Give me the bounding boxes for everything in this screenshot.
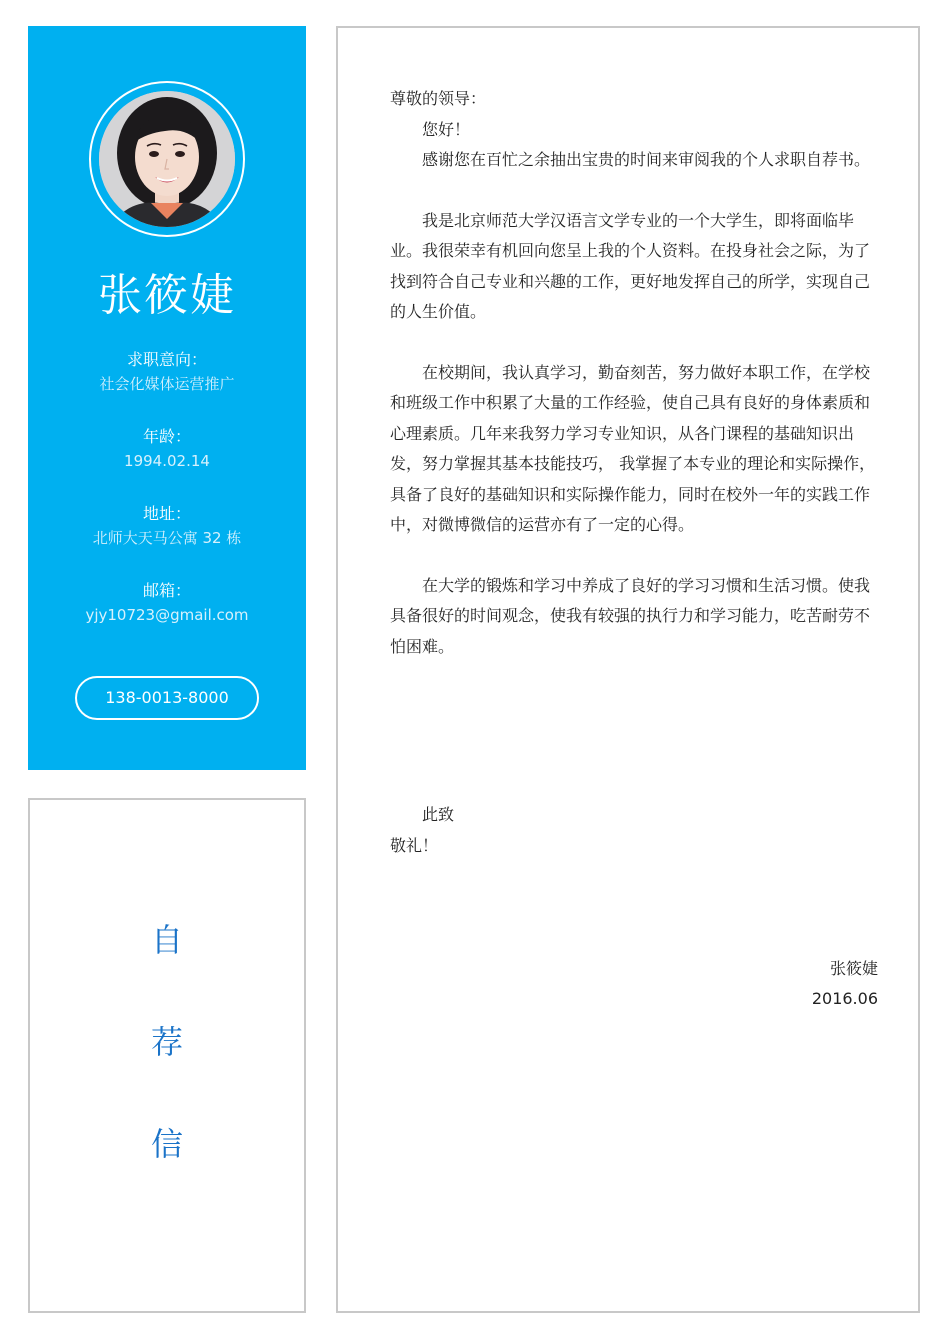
signature-date: 2016.06 [811,989,878,1008]
letter-salutation: 尊敬的领导： [390,89,487,108]
age [28,425,306,473]
title-char-1: 自 [150,921,183,959]
age-label: 年龄： [142,427,191,446]
letter-signature [812,954,878,1014]
email-label: 邮箱： [142,581,191,600]
profile-card [28,26,306,770]
letter-closing [390,800,880,861]
title-char-2: 荐 [150,1023,183,1061]
address [28,502,306,550]
title-char-3: 信 [150,1125,183,1163]
address-label: 地址： [142,504,191,523]
job-intention-label: 求职意向： [126,350,207,369]
letter-greeting: 您好！ [422,119,471,139]
job-intention [28,348,306,396]
letter-paragraph-4: 在大学的锻炼和学习中养成了良好的学习习惯和生活习惯。使我具备很好的时间观念，使我有较强的执行力和学习能力，吃苦耐劳不怕困难。 [390,575,871,656]
letter-panel [336,26,920,1313]
email [28,579,306,627]
letter-paragraph-3: 在校期间，我认真学习，勤奋刻苦，努力做好本职工作，在学校和班级工作中积累了大量的工作经验，使自己具有良好的身体素质和心理素质。几年来我努力学习专业知识，从各门课程的基础知识出发，努力掌握其基本技能技巧， 我掌握了本专业的理论和实际操作，具备了良好的基础知识和实际操作能力，同时在校外一年的实践工作中，对微博微信的运营亦有了一定的心得。 [390,362,876,534]
candidate-name: 张筱婕 [98,270,236,321]
avatar-ring [89,81,245,237]
avatar-photo [99,91,235,227]
phone-badge: 138-0013-8000 [75,676,259,720]
job-intention-value: 社会化媒体运营推广 [99,375,235,393]
avatar [99,91,235,227]
closing-line-2: 敬礼！ [390,835,439,855]
signature-name: 张筱婕 [829,959,878,978]
address-value: 北师大天马公寓 32 栋 [92,529,242,547]
email-value: yjy10723@gmail.com [85,606,249,624]
title-box [28,798,306,1313]
closing-line-1: 此致 [422,805,455,824]
letter-paragraph-1: 感谢您在百忙之余抽出宝贵的时间来审阅我的个人求职自荐书。 [422,150,871,169]
letter-body [390,84,880,662]
age-value: 1994.02.14 [124,452,210,470]
letter-paragraph-2: 我是北京师范大学汉语言文学专业的一个大学生，即将面临毕业。我很荣幸有机回向您呈上我的个人资料。在投身社会之际，为了找到符合自己专业和兴趣的工作，更好地发挥自己的所学，实现自己的人生价值。 [390,210,871,321]
